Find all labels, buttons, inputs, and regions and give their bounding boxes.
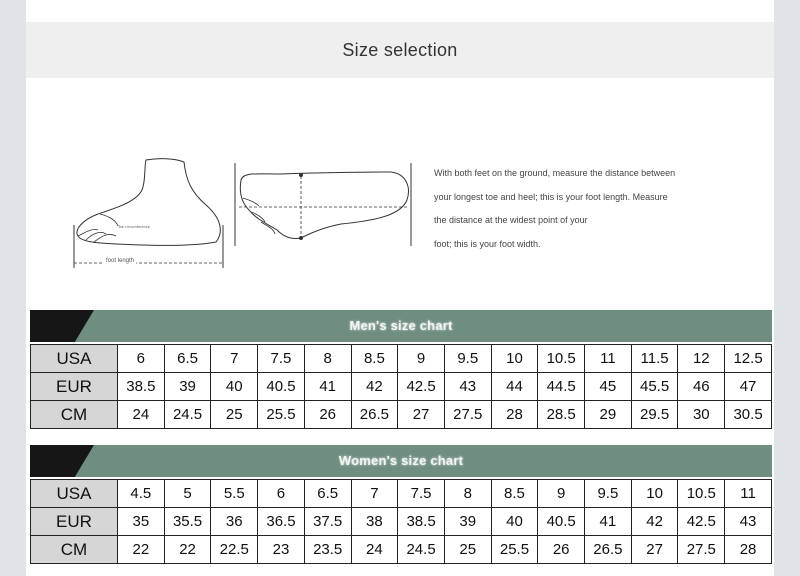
size-cell: 10.5 — [538, 345, 585, 373]
size-cell: 38.5 — [398, 508, 445, 536]
size-cell: 25 — [444, 536, 491, 564]
mens-chart-title: Men's size chart — [349, 318, 453, 333]
size-cell: 8 — [444, 480, 491, 508]
size-cell: 30 — [678, 401, 725, 429]
size-cell: 39 — [444, 508, 491, 536]
size-cell: 40 — [211, 373, 258, 401]
size-cell: 38 — [351, 508, 398, 536]
womens-chart-title: Women's size chart — [338, 453, 464, 468]
womens-size-table — [30, 479, 772, 564]
table-row — [31, 373, 772, 401]
size-cell: 45 — [585, 373, 632, 401]
size-cell: 9.5 — [444, 345, 491, 373]
size-cell: 7 — [211, 345, 258, 373]
size-cell: 28 — [491, 401, 538, 429]
size-cell: 42.5 — [398, 373, 445, 401]
size-cell: 35.5 — [164, 508, 211, 536]
size-cell: 10 — [491, 345, 538, 373]
size-cell: 5.5 — [211, 480, 258, 508]
size-cell: 12 — [678, 345, 725, 373]
size-guide-sheet — [26, 0, 774, 576]
size-cell: 40.5 — [538, 508, 585, 536]
size-cell: 42.5 — [678, 508, 725, 536]
size-cell: 42 — [351, 373, 398, 401]
size-cell: 46 — [678, 373, 725, 401]
row-label: EUR — [31, 508, 118, 536]
size-cell: 11 — [725, 480, 772, 508]
instruction-line: your longest toe and heel; this is your foot length. Measure — [434, 191, 668, 202]
size-cell: 6.5 — [164, 345, 211, 373]
size-cell: 43 — [444, 373, 491, 401]
size-cell: 29.5 — [631, 401, 678, 429]
size-cell: 10 — [631, 480, 678, 508]
size-cell: 11.5 — [631, 345, 678, 373]
size-cell: 44 — [491, 373, 538, 401]
size-cell: 22 — [164, 536, 211, 564]
instruction-line: foot; this is your foot width. — [434, 238, 541, 249]
size-cell: 24 — [118, 401, 165, 429]
size-cell: 6 — [258, 480, 305, 508]
size-cell: 36 — [211, 508, 258, 536]
size-cell: 25.5 — [258, 401, 305, 429]
page-title: Size selection — [26, 22, 774, 78]
table-row — [31, 536, 772, 564]
row-label: EUR — [31, 373, 118, 401]
size-cell: 9 — [538, 480, 585, 508]
size-cell: 37.5 — [304, 508, 351, 536]
left-margin — [0, 0, 26, 576]
size-cell: 6 — [118, 345, 165, 373]
foot-side-illustration — [46, 150, 226, 275]
size-cell: 5 — [164, 480, 211, 508]
size-cell: 12.5 — [725, 345, 772, 373]
womens-size-chart — [30, 445, 772, 564]
instruction-line: the distance at the widest point of your — [434, 215, 588, 225]
size-cell: 29 — [585, 401, 632, 429]
size-cell: 35 — [118, 508, 165, 536]
size-cell: 8 — [304, 345, 351, 373]
table-row — [31, 345, 772, 373]
size-cell: 24.5 — [398, 536, 445, 564]
size-cell: 47 — [725, 373, 772, 401]
size-cell: 9.5 — [585, 480, 632, 508]
size-cell: 7 — [351, 480, 398, 508]
size-cell: 40 — [491, 508, 538, 536]
size-cell: 26.5 — [585, 536, 632, 564]
size-cell: 42 — [631, 508, 678, 536]
size-cell: 10.5 — [678, 480, 725, 508]
mens-size-table — [30, 344, 772, 429]
size-cell: 28 — [725, 536, 772, 564]
svg-text:Toe circumference: Toe circumference — [118, 225, 150, 229]
size-cell: 27 — [398, 401, 445, 429]
table-row — [31, 401, 772, 429]
size-cell: 26 — [538, 536, 585, 564]
size-cell: 43 — [725, 508, 772, 536]
size-cell: 27.5 — [444, 401, 491, 429]
womens-chart-header — [30, 445, 772, 477]
size-cell: 24 — [351, 536, 398, 564]
size-cell: 6.5 — [304, 480, 351, 508]
size-cell: 26.5 — [351, 401, 398, 429]
foot-top-illustration — [231, 158, 421, 253]
measurement-instructions — [434, 162, 734, 256]
mens-chart-header — [30, 310, 772, 342]
size-cell: 27.5 — [678, 536, 725, 564]
size-cell: 23.5 — [304, 536, 351, 564]
row-label: CM — [31, 536, 118, 564]
size-cell: 9 — [398, 345, 445, 373]
size-cell: 11 — [585, 345, 632, 373]
size-cell: 27 — [631, 536, 678, 564]
size-cell: 38.5 — [118, 373, 165, 401]
table-row — [31, 508, 772, 536]
size-cell: 7.5 — [258, 345, 305, 373]
size-cell: 22.5 — [211, 536, 258, 564]
size-cell: 41 — [585, 508, 632, 536]
size-cell: 45.5 — [631, 373, 678, 401]
size-cell: 26 — [304, 401, 351, 429]
size-cell: 25 — [211, 401, 258, 429]
size-cell: 8.5 — [491, 480, 538, 508]
size-cell: 39 — [164, 373, 211, 401]
table-row — [31, 480, 772, 508]
size-cell: 7.5 — [398, 480, 445, 508]
size-cell: 44.5 — [538, 373, 585, 401]
size-cell: 40.5 — [258, 373, 305, 401]
size-cell: 36.5 — [258, 508, 305, 536]
size-cell: 30.5 — [725, 401, 772, 429]
row-label: USA — [31, 345, 118, 373]
size-cell: 22 — [118, 536, 165, 564]
right-margin — [774, 0, 800, 576]
foot-length-label: foot length — [106, 258, 135, 264]
row-label: CM — [31, 401, 118, 429]
instruction-line: With both feet on the ground, measure the distance between — [434, 168, 676, 178]
row-label: USA — [31, 480, 118, 508]
size-cell: 25.5 — [491, 536, 538, 564]
mens-size-chart — [30, 310, 772, 429]
size-cell: 23 — [258, 536, 305, 564]
size-cell: 24.5 — [164, 401, 211, 429]
size-cell: 8.5 — [351, 345, 398, 373]
size-cell: 41 — [304, 373, 351, 401]
size-cell: 4.5 — [118, 480, 165, 508]
size-cell: 28.5 — [538, 401, 585, 429]
